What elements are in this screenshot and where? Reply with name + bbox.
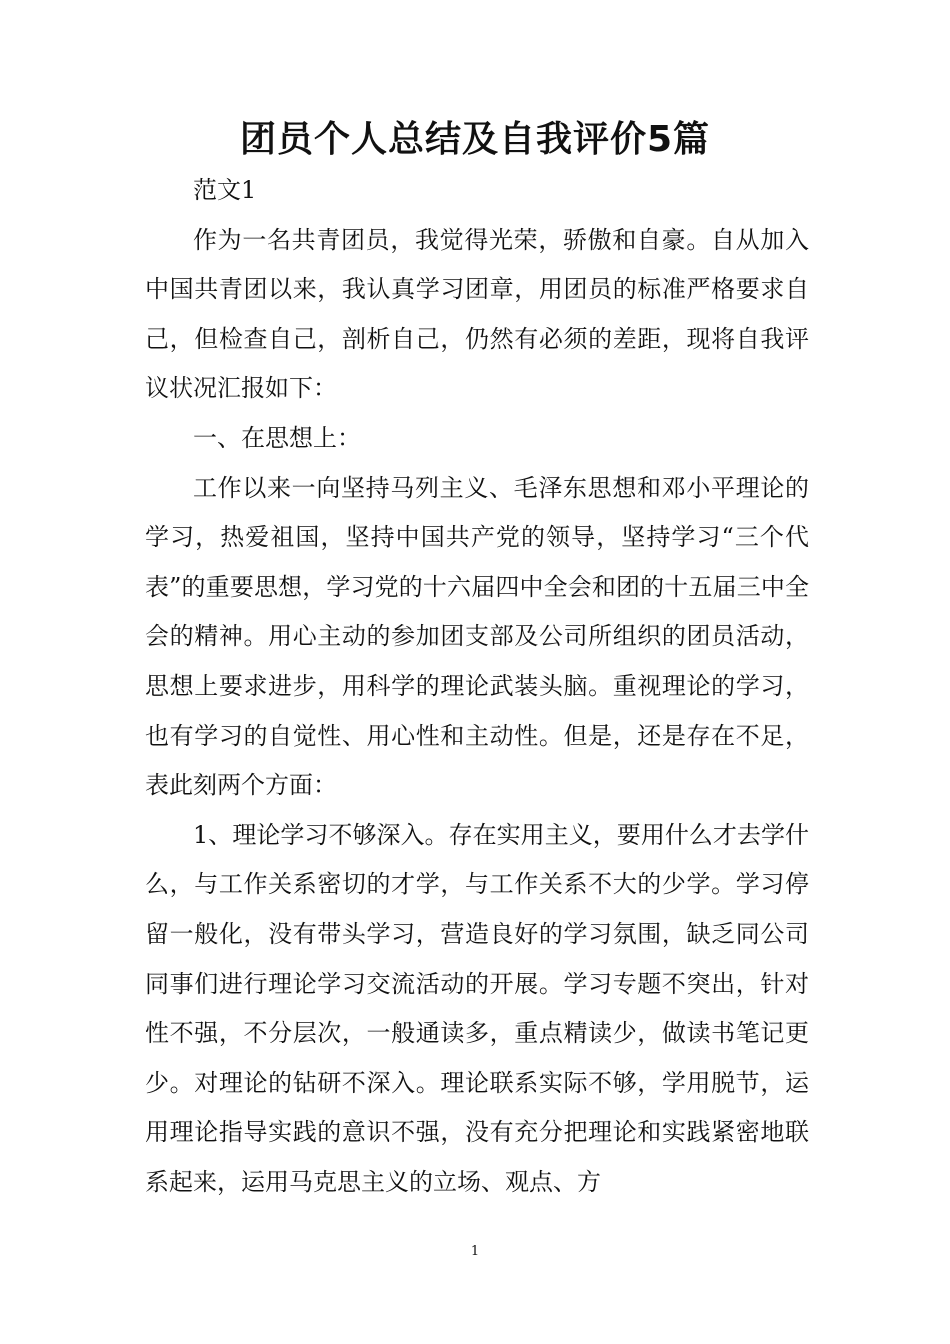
paragraph-section-heading: 一、在思想上： xyxy=(193,423,361,452)
page-number: 1 xyxy=(470,1244,480,1259)
paragraph-thought: 工作以来一向坚持马列主义、毛泽东思想和邓小平理论的学习，热爱祖国，坚持中国共产党的领导，坚持学习“三个代表”的重要思想，学习党的十六届四中全会和团的十五届三中全会的精神。用心主动的参加团支部及公司所组织的团员活动，思想上要求进步，用科学的理论武装头脑。重视理论的学习，也有学习的自觉性、用心性和主动性。但是，还是存在不足，表此刻两个方面： xyxy=(145,473,809,800)
paragraph-sample-label: 范文1 xyxy=(193,176,257,204)
paragraph-point-1: 1、理论学习不够深入。存在实用主义，要用什么才去学什么，与工作关系密切的才学，与工作关系不大的少学。学习停留一般化，没有带头学习，营造良好的学习氛围，缺乏同公司同事们进行理论学习交流活动的开展。学习专题不突出，针对性不强，不分层次，一般通读多，重点精读少，做读书笔记更少。对理论的钻研不深入。理论联系实际不够，学用脱节，运用理论指导实践的意识不强，没有充分把理论和实践紧密地联系起来，运用马克思主义的立场、观点、方 xyxy=(145,820,809,1196)
paragraph-intro: 作为一名共青团员，我觉得光荣，骄傲和自豪。自从加入中国共青团以来，我认真学习团章，用团员的标准严格要求自己，但检查自己，剖析自己，仍然有必须的差距，现将自我评议状况汇报如下： xyxy=(145,225,809,403)
document-body xyxy=(145,166,809,1207)
document-title: 团员个人总结及自我评价5篇 xyxy=(239,119,711,160)
